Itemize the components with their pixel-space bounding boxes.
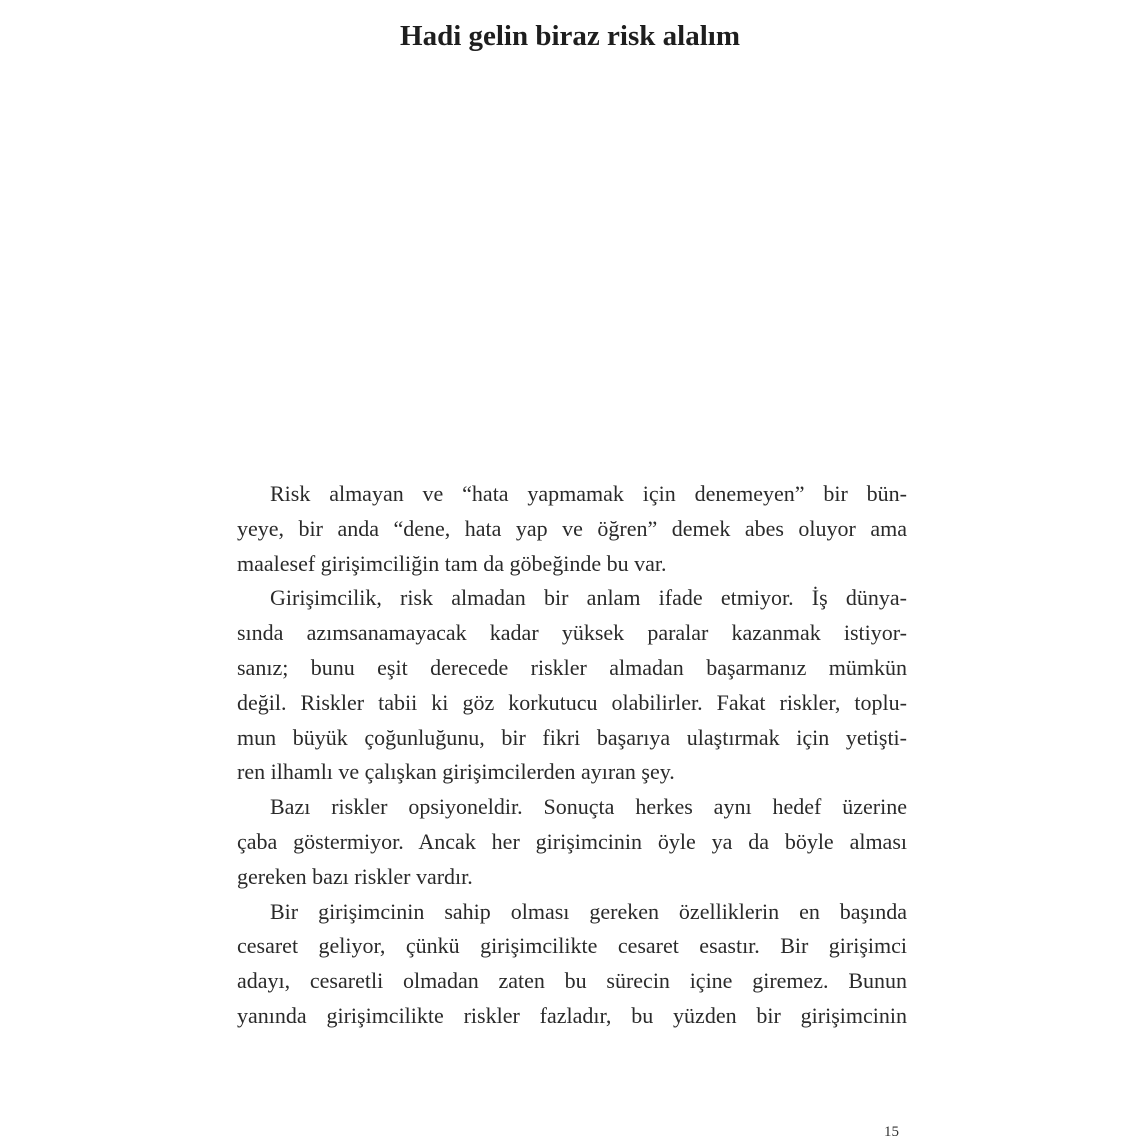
text-line: gereken bazı riskler vardır.	[237, 863, 473, 889]
text-line: çaba göstermiyor. Ancak her girişimcinin öyle ya da böyle alması	[237, 828, 907, 854]
paragraph	[237, 895, 907, 1034]
text-line: Girişimcilik, risk almadan bir anlam ifade etmiyor. İş dünya-	[270, 585, 907, 611]
body-text	[237, 477, 907, 1034]
chapter-title: Hadi gelin biraz risk alalım	[400, 20, 740, 53]
text-line: maalesef girişimciliğin tam da göbeğinde bu var.	[237, 550, 667, 576]
paragraph	[237, 477, 907, 581]
text-line: Bazı riskler opsiyoneldir. Sonuçta herkes aynı hedef üzerine	[270, 794, 907, 820]
page-number: 15	[884, 1124, 899, 1140]
text-line: yanında girişimcilikte riskler fazladır, bu yüzden bir girişimcinin	[237, 1002, 907, 1028]
text-line: adayı, cesaretli olmadan zaten bu sürecin içine giremez. Bunun	[237, 968, 907, 994]
text-line: sında azımsanamayacak kadar yüksek paralar kazanmak istiyor-	[237, 620, 907, 646]
text-line: Risk almayan ve “hata yapmamak için denemeyen” bir bün-	[270, 481, 907, 506]
text-line: Bir girişimcinin sahip olması gereken özelliklerin en başında	[270, 898, 907, 924]
text-line: sanız; bunu eşit derecede riskler almadan başarmanız mümkün	[237, 654, 907, 680]
text-line: değil. Riskler tabii ki göz korkutucu olabilirler. Fakat riskler, toplu-	[237, 689, 907, 715]
text-line: cesaret geliyor, çünkü girişimcilikte cesaret esastır. Bir girişimci	[237, 933, 907, 959]
text-line: mun büyük çoğunluğunu, bir fikri başarıya ulaştırmak için yetişti-	[237, 724, 907, 750]
paragraph	[237, 790, 907, 894]
text-line: yeye, bir anda “dene, hata yap ve öğren” demek abes oluyor ama	[237, 515, 907, 541]
paragraph	[237, 581, 907, 790]
text-line: ren ilhamlı ve çalışkan girişimcilerden ayıran şey.	[237, 759, 675, 785]
